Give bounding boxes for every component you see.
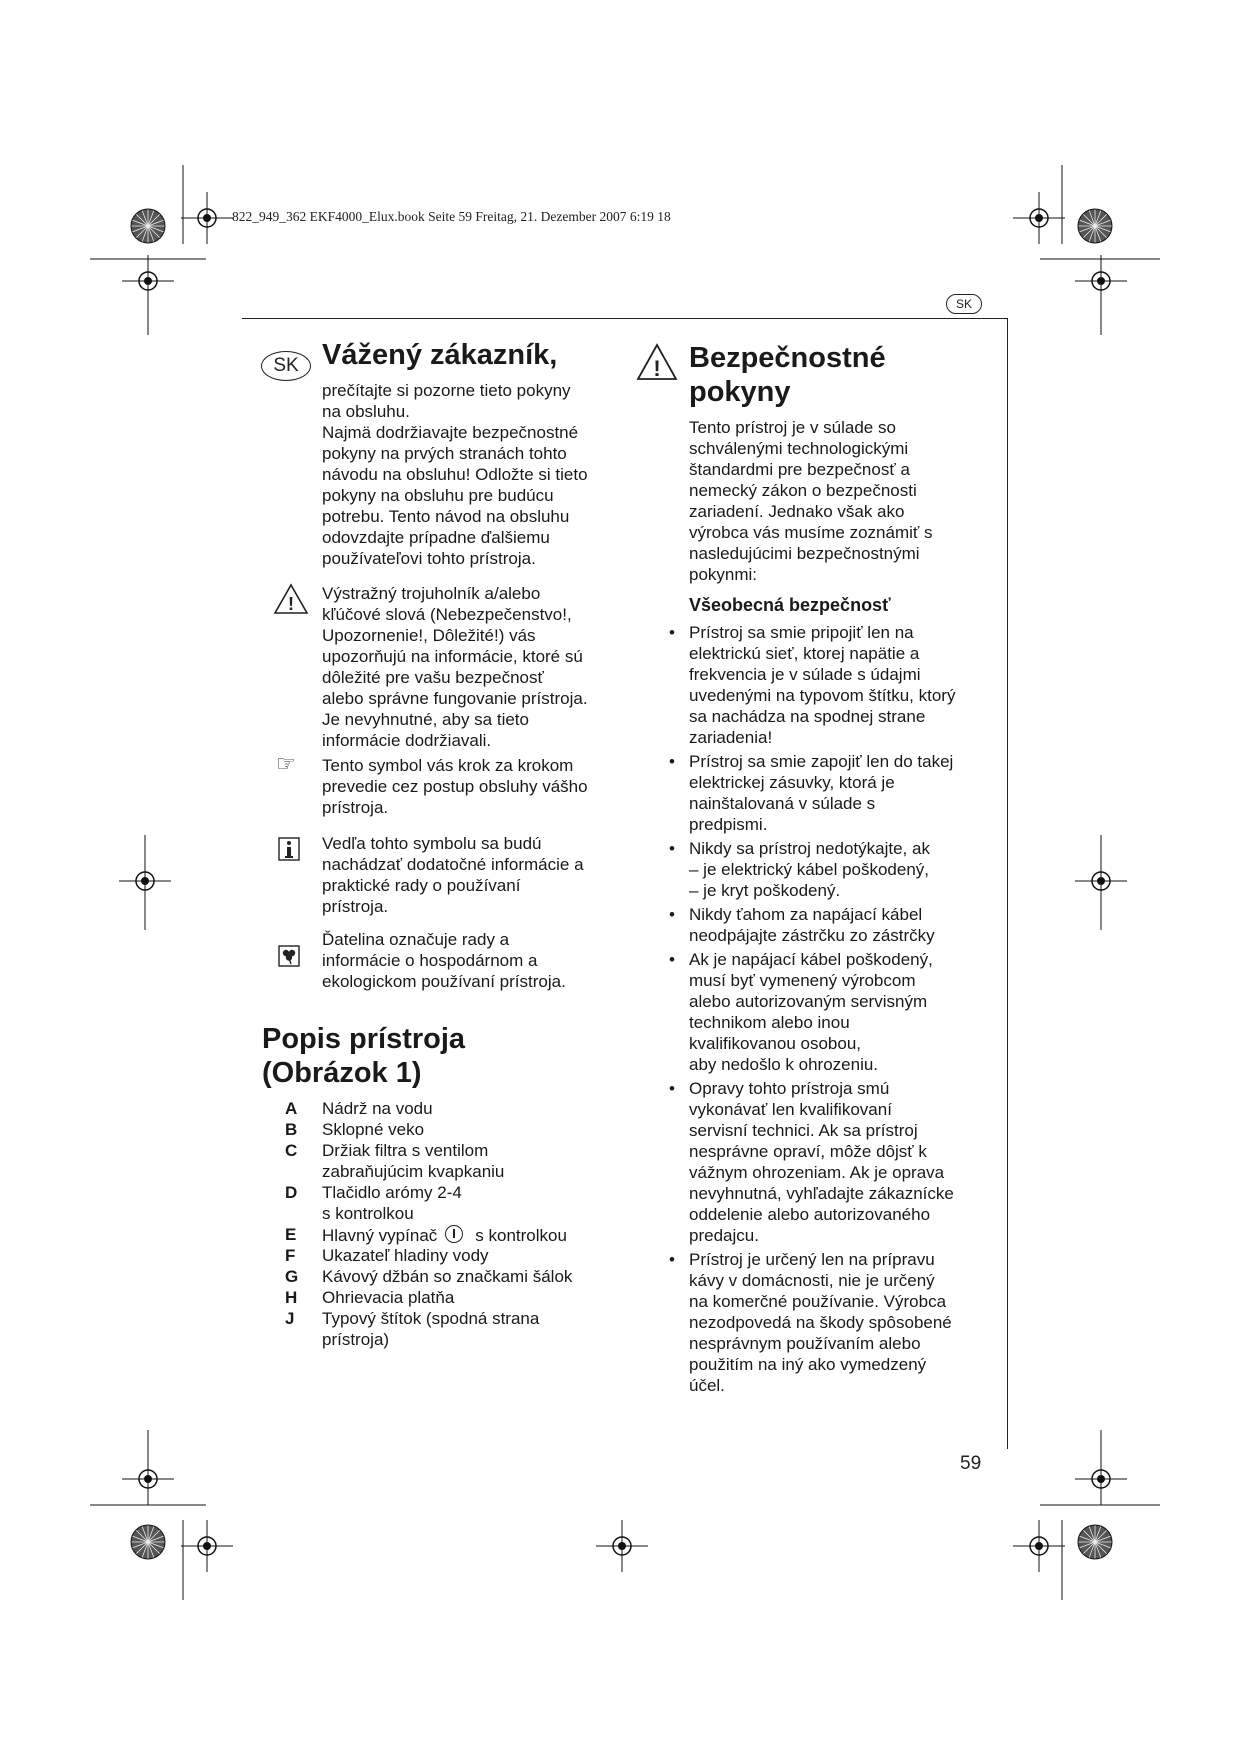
legend-text: s kontrolkou	[322, 1204, 414, 1223]
device-description-title-line1: Popis prístroja	[262, 1023, 466, 1055]
safety-intro-line: výrobca vás musíme zoznámiť s	[689, 523, 933, 542]
safety-bullet-item	[665, 622, 1005, 748]
top-rule	[242, 318, 1008, 319]
safety-bullet-item	[665, 751, 1005, 835]
bullet-dot: •	[669, 905, 675, 924]
safety-bullet-item	[665, 904, 1005, 946]
clover-icon	[278, 945, 300, 967]
safety-bullet-line: Opravy tohto prístroja smú	[689, 1079, 890, 1098]
safety-intro-line: nemecký zákon o bezpečnosti	[689, 481, 917, 500]
bullet-dot: •	[669, 839, 675, 858]
sk-language-mark: SK	[261, 351, 311, 381]
registration-mark-icon	[1013, 1520, 1065, 1572]
legend-row	[0, 1246, 640, 1267]
color-bar-mark-icon	[131, 209, 165, 243]
intro-line: potrebu. Tento návod na obsluhu	[322, 507, 570, 526]
legend-letter: H	[285, 1288, 298, 1307]
registration-mark-icon	[596, 1520, 648, 1572]
intro-line: na obsluhu.	[322, 402, 410, 421]
warning-text-line: kľúčové slová (Nebezpečenstvo!,	[322, 605, 572, 624]
safety-bullet-line: predajcu.	[689, 1226, 759, 1245]
safety-intro-line: pokynmi:	[689, 565, 758, 584]
legend-text: Držiak filtra s ventilom	[322, 1141, 489, 1160]
legend-text: Kávový džbán so značkami šálok	[322, 1267, 573, 1286]
legend-text-part: s kontrolkou	[475, 1226, 567, 1245]
safety-bullet-line: kávy v domácnosti, nie je určený	[689, 1271, 935, 1290]
color-bar-mark-icon	[131, 1525, 165, 1559]
safety-bullet-line: nezodpovedá na škody spôsobené	[689, 1313, 952, 1332]
legend-letter: F	[285, 1246, 296, 1265]
intro-line: Najmä dodržiavajte bezpečnostné	[322, 423, 579, 442]
legend-text: Ohrievacia platňa	[322, 1288, 455, 1307]
legend-text: Ukazateľ hladiny vody	[322, 1246, 489, 1265]
legend-text: zabraňujúcim kvapkaniu	[322, 1162, 505, 1181]
safety-bullet-list	[665, 622, 1005, 1399]
intro-line: prečítajte si pozorne tieto pokyny	[322, 381, 571, 400]
safety-bullet-line: Nikdy sa prístroj nedotýkajte, ak	[689, 839, 930, 858]
hand-text-line: prístroja.	[322, 798, 389, 817]
legend-text-part: Hlavný vypínač	[322, 1226, 438, 1245]
safety-title-line1: Bezpečnostné	[689, 342, 886, 374]
safety-bullet-line: vážnym ohrozeniam. Ak je oprava	[689, 1163, 945, 1182]
hand-symbol-description	[322, 755, 622, 818]
warning-text-line: Je nevyhnutné, aby sa tieto	[322, 710, 529, 729]
safety-bullet-line: servisní technici. Ak sa prístroj	[689, 1121, 918, 1140]
legend-text: Nádrž na vodu	[322, 1099, 433, 1118]
safety-bullet-line: elektrickej zásuvky, ktorá je	[689, 773, 895, 792]
legend-text: Typový štítok (spodná strana	[322, 1309, 540, 1328]
legend-row	[0, 1204, 640, 1225]
info-text-line: prístroja.	[322, 897, 389, 916]
bullet-dot: •	[669, 623, 675, 642]
safety-bullet-line: uvedenými na typovom štítku, ktorý	[689, 686, 956, 705]
registration-mark-icon	[181, 192, 233, 244]
safety-intro-line: Tento prístroj je v súlade so	[689, 418, 896, 437]
legend-row	[0, 1141, 640, 1162]
legend-row	[0, 1225, 640, 1246]
intro-line: odovzdajte prípadne ďalšiemu	[322, 528, 550, 547]
bullet-dot: •	[669, 752, 675, 771]
safety-bullet-line: nesprávnym používaním alebo	[689, 1334, 921, 1353]
warning-text-line: alebo správne fungovanie prístroja.	[322, 689, 588, 708]
warning-symbol-description	[322, 583, 622, 751]
safety-bullet-line: aby nedošlo k ohrozeniu.	[689, 1055, 879, 1074]
clover-symbol-description	[322, 929, 622, 992]
intro-paragraph	[322, 380, 622, 569]
right-rule	[1007, 318, 1008, 1449]
safety-bullet-line: nevyhnutná, vyhľadajte zákaznícke	[689, 1184, 954, 1203]
safety-bullet-line: alebo autorizovaným servisným	[689, 992, 928, 1011]
safety-bullet-line: na komerčné používanie. Výrobca	[689, 1292, 947, 1311]
safety-bullet-line: použitím na iný ako vymedzený	[689, 1355, 927, 1374]
clover-text-line: Ďatelina označuje rady a	[322, 930, 510, 949]
legend-letter: G	[285, 1267, 299, 1286]
safety-bullet-line: musí byť vymenený výrobcom	[689, 971, 916, 990]
safety-warning-triangle-icon	[636, 343, 678, 381]
safety-bullet-line: vykonávať len kvalifikovaní	[689, 1100, 892, 1119]
intro-line: návodu na obsluhu! Odložte si tieto	[322, 465, 588, 484]
safety-bullet-item	[665, 838, 1005, 901]
safety-bullet-line: Ak je napájací kábel poškodený,	[689, 950, 933, 969]
safety-bullet-line: nesprávne opraví, môže dôjsť k	[689, 1142, 927, 1161]
print-header-file-info: 822_949_362 EKF4000_Elux.book Seite 59 Freitag, 21. Dezember 2007 6:19 18	[232, 209, 671, 224]
safety-intro-paragraph	[689, 417, 999, 585]
bullet-dot: •	[669, 950, 675, 969]
legend-letter: D	[285, 1183, 298, 1202]
registration-mark-icon	[1013, 192, 1065, 244]
safety-bullet-line: elektrickú sieť, ktorej napätie a	[689, 644, 920, 663]
safety-bullet-line: Prístroj sa smie zapojiť len do takej	[689, 752, 954, 771]
legend-row	[0, 1120, 640, 1141]
legend-letter: B	[285, 1120, 298, 1139]
safety-bullet-line: frekvencia je v súlade s údajmi	[689, 665, 921, 684]
legend-text: Tlačidlo arómy 2-4	[322, 1183, 462, 1202]
safety-title-line2: pokyny	[689, 376, 791, 408]
legend-row	[0, 1162, 640, 1183]
clover-text-line: ekologickom používaní prístroja.	[322, 972, 566, 991]
info-text-line: nachádzať dodatočné informácie a	[322, 855, 584, 874]
general-safety-subheading: Všeobecná bezpečnosť	[689, 595, 891, 615]
greeting-title: Vážený zákazník,	[322, 339, 558, 371]
power-symbol-icon	[445, 1225, 463, 1243]
legend-row	[0, 1330, 640, 1351]
info-text-line: praktické rady o používaní	[322, 876, 521, 895]
pointing-hand-icon: ☞	[276, 751, 296, 776]
safety-intro-line: zariadení. Jednako však ako	[689, 502, 905, 521]
warning-text-line: Upozornenie!, Dôležité!) vás	[322, 626, 536, 645]
safety-bullet-line: kvalifikovanou osobou,	[689, 1034, 862, 1053]
info-icon	[278, 837, 300, 861]
safety-bullet-item	[665, 1078, 1005, 1246]
safety-bullet-line: zariadenia!	[689, 728, 773, 747]
safety-bullet-line: účel.	[689, 1376, 725, 1395]
legend-row	[0, 1099, 640, 1120]
warning-triangle-icon	[273, 583, 309, 615]
safety-title	[689, 341, 886, 409]
warning-text-line: informácie dodržiavali.	[322, 731, 492, 750]
legend-row	[0, 1288, 640, 1309]
info-symbol-description	[322, 833, 622, 917]
info-text-line: Vedľa tohto symbolu sa budú	[322, 834, 542, 853]
power-symbol-bar	[453, 1229, 455, 1238]
safety-intro-line: štandardmi pre bezpečnosť a	[689, 460, 910, 479]
safety-bullet-line: technikom alebo inou	[689, 1013, 850, 1032]
svg-text:!: !	[653, 356, 661, 381]
device-description-title-line2: (Obrázok 1)	[262, 1057, 422, 1089]
warning-text-line: upozorňujú na informácie, ktoré sú	[322, 647, 583, 666]
parts-legend-list	[0, 1099, 640, 1351]
warning-text-line: Výstražný trojuholník a/alebo	[322, 584, 541, 603]
hand-text-line: prevedie cez postup obsluhy vášho	[322, 777, 588, 796]
intro-line: pokyny na obsluhu pre budúcu	[322, 486, 554, 505]
legend-letter: A	[285, 1099, 298, 1118]
device-description-title	[262, 1022, 465, 1090]
legend-text	[322, 1225, 567, 1246]
safety-bullet-line: Prístroj je určený len na prípravu	[689, 1250, 935, 1269]
bullet-dot: •	[669, 1250, 675, 1269]
legend-letter: E	[285, 1225, 297, 1244]
safety-bullet-line: – je elektrický kábel poškodený,	[689, 860, 930, 879]
warning-text-line: dôležité pre vašu bezpečnosť	[322, 668, 544, 687]
safety-intro-line: nasledujúcimi bezpečnostnými	[689, 544, 920, 563]
safety-bullet-line: sa nachádza na spodnej strane	[689, 707, 926, 726]
color-bar-mark-icon	[1078, 209, 1112, 243]
safety-bullet-line: oddelenie alebo autorizovaného	[689, 1205, 931, 1224]
safety-bullet-item	[665, 1249, 1005, 1396]
language-badge: SK	[946, 294, 982, 314]
legend-row	[0, 1183, 640, 1204]
safety-bullet-item	[665, 949, 1005, 1075]
safety-bullet-line: nainštalovaná v súlade s	[689, 794, 876, 813]
legend-text: prístroja)	[322, 1330, 390, 1349]
safety-bullet-line: – je kryt poškodený.	[689, 881, 841, 900]
safety-bullet-line: neodpájajte zástrčku zo zástrčky	[689, 926, 935, 945]
hand-text-line: Tento symbol vás krok za krokom	[322, 756, 574, 775]
bullet-dot: •	[669, 1079, 675, 1098]
intro-line: používateľovi tohto prístroja.	[322, 549, 536, 568]
legend-letter: J	[285, 1309, 295, 1328]
clover-text-line: informácie o hospodárnom a	[322, 951, 538, 970]
page-number: 59	[960, 1453, 982, 1474]
safety-bullet-line: predpismi.	[689, 815, 768, 834]
legend-text: Sklopné veko	[322, 1120, 425, 1139]
legend-row	[0, 1309, 640, 1330]
svg-text:!: !	[288, 594, 294, 614]
legend-row	[0, 1267, 640, 1288]
registration-mark-icon	[181, 1520, 233, 1572]
safety-bullet-line: Prístroj sa smie pripojiť len na	[689, 623, 914, 642]
safety-intro-line: schválenými technologickými	[689, 439, 909, 458]
legend-letter: C	[285, 1141, 298, 1160]
safety-bullet-line: Nikdy ťahom za napájací kábel	[689, 905, 923, 924]
color-bar-mark-icon	[1078, 1525, 1112, 1559]
intro-line: pokyny na prvých stranách tohto	[322, 444, 567, 463]
